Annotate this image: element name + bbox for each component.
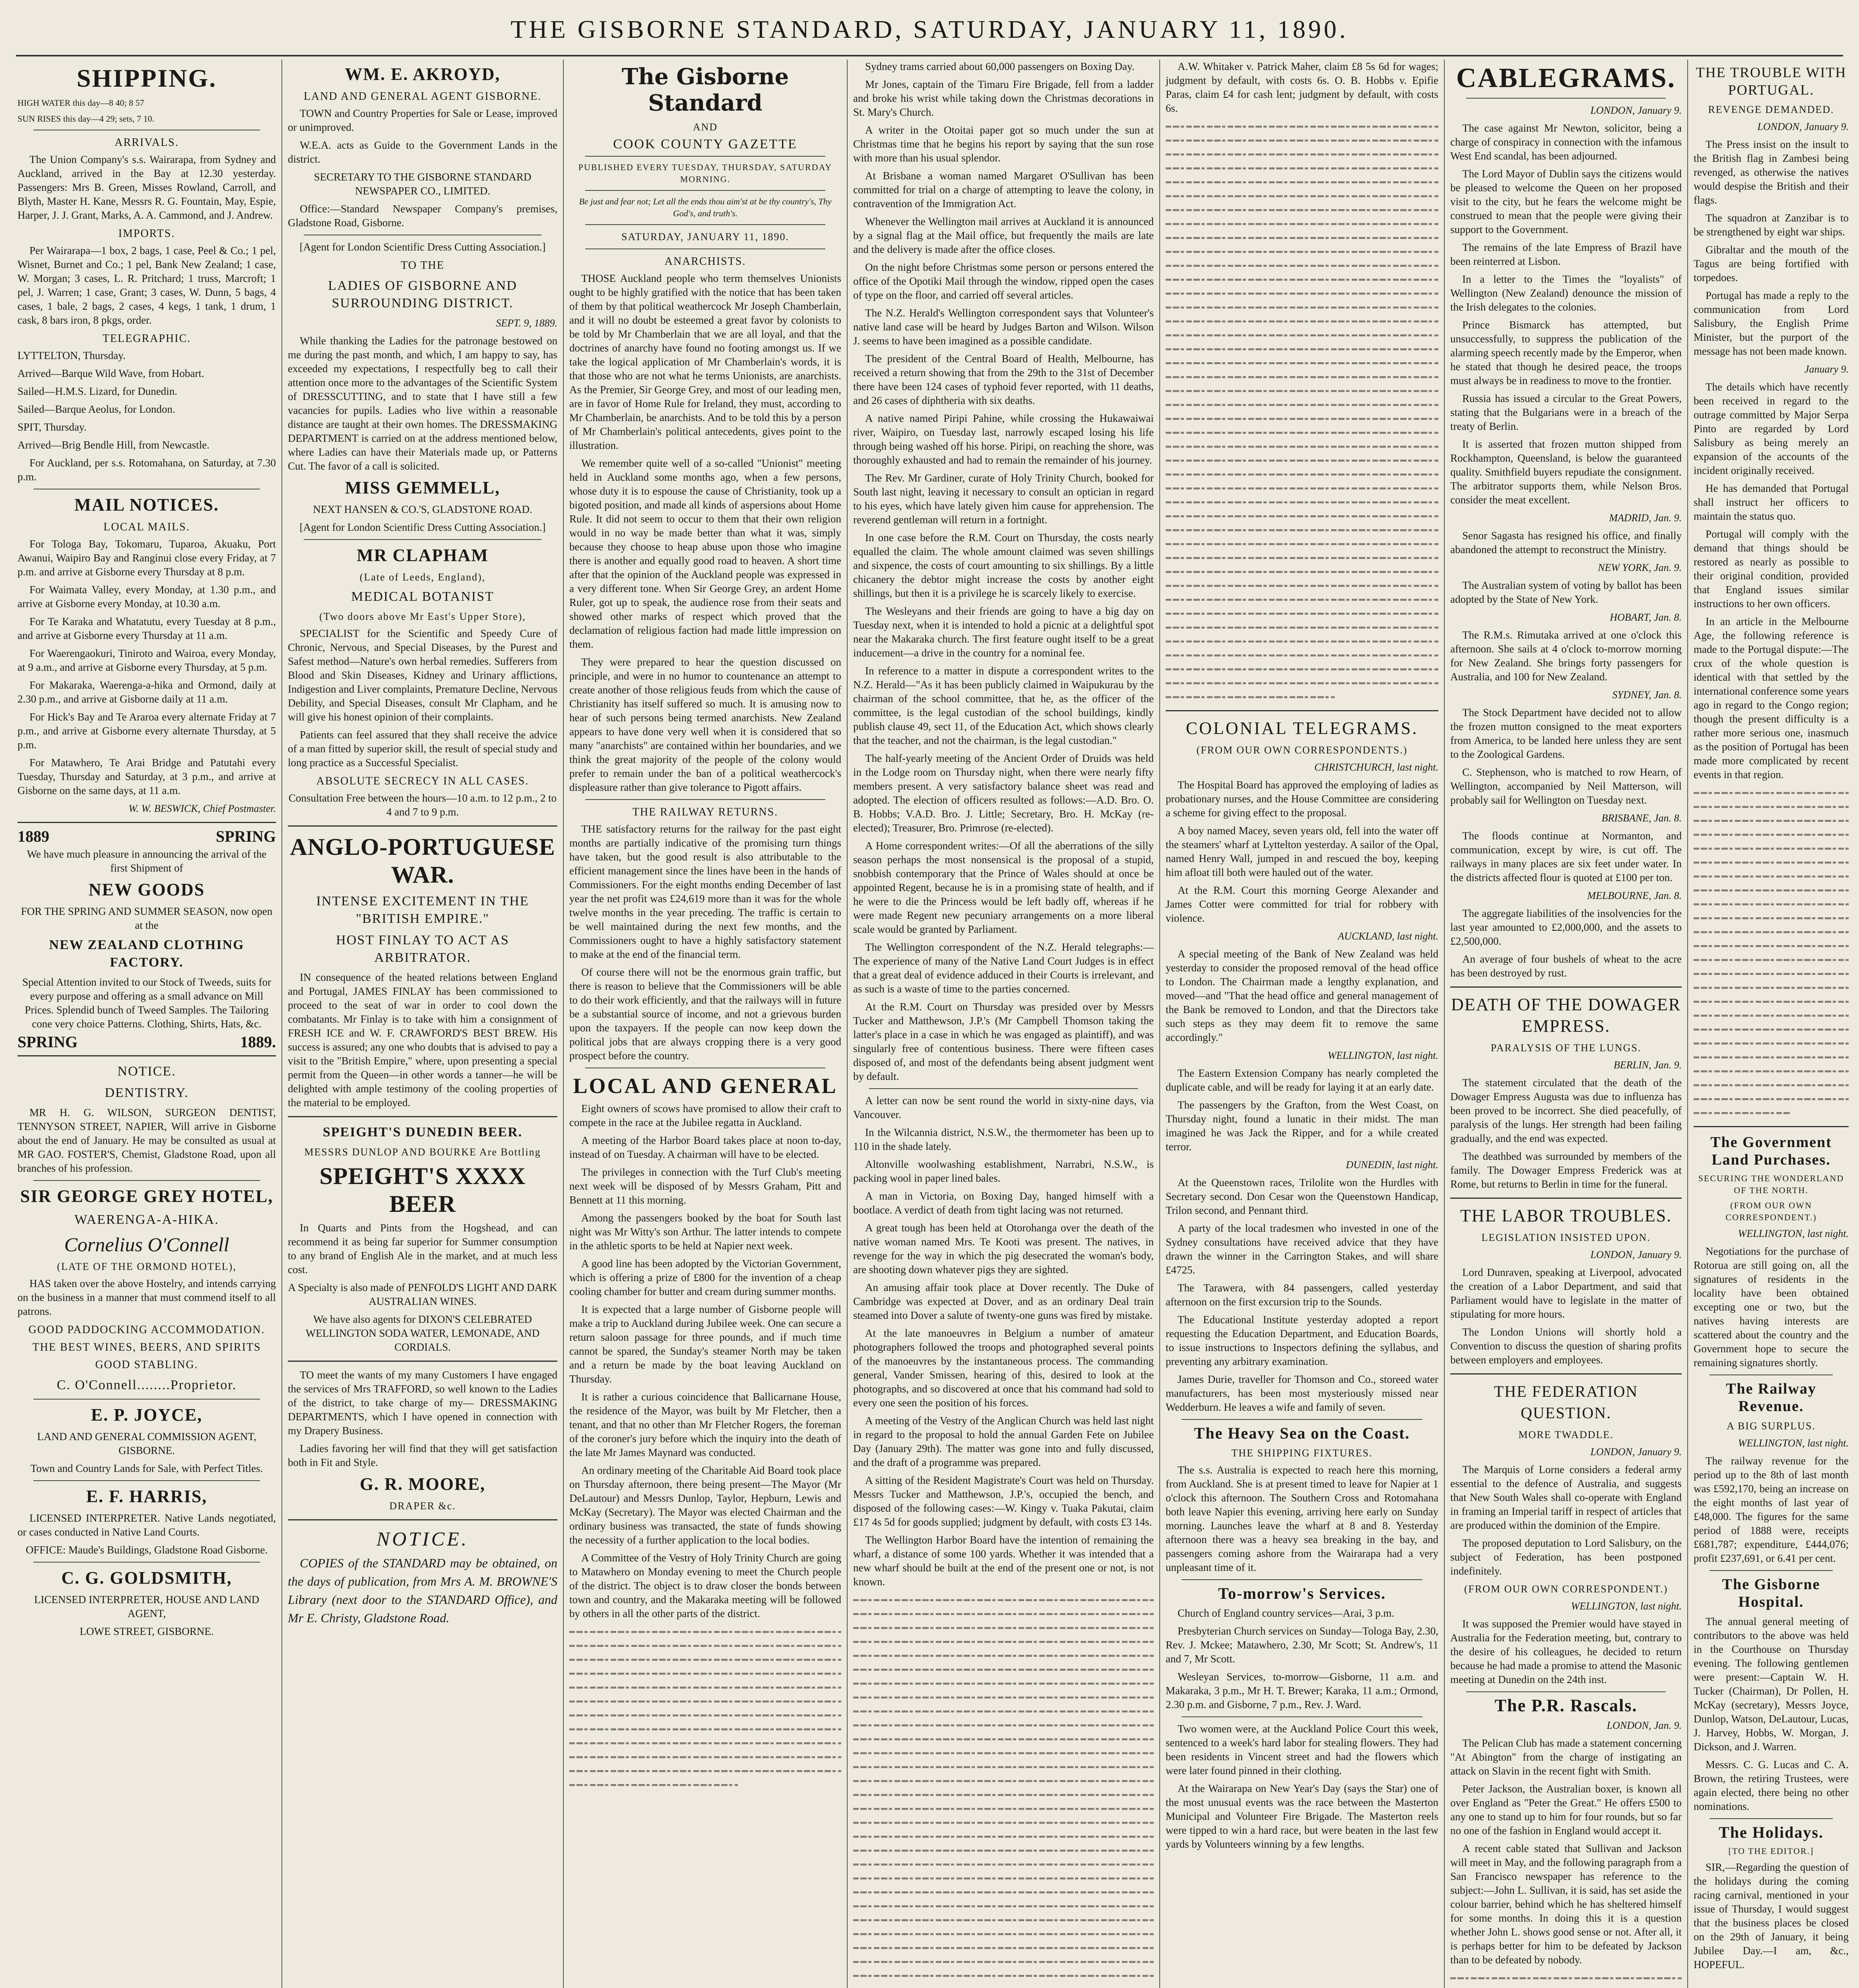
news-paragraph: At the Wairarapa on New Year's Day (says the Star) one of the most unusual events was the race between the Masterton Municipal and Volunteer Fire Brigade. The Masterton reels were tipped to win a hard race, but were beaten in the last few yards by Volunteers winning by a few lengths. [1166, 1782, 1438, 1850]
telegram-paragraph: At the R.M. Court this morning George Alexander and James Cotter were committed for trial for robbery with violence. [1166, 884, 1438, 924]
hotel-title: SIR GEORGE GREY HOTEL, [20, 1186, 274, 1206]
cablegrams-heading: CABLEGRAMS. [1456, 63, 1676, 93]
spring-footer [17, 1035, 276, 1049]
dateline: BERLIN, Jan. 9. [1613, 1059, 1682, 1071]
telegram-paragraph: A party of the local tradesmen who invested in one of the Sydney consultations have received advice that they have drawn the winner in the Carrington Stakes, and will share £4725. [1166, 1222, 1438, 1276]
moore-sub: DRAPER &c. [389, 1500, 456, 1512]
land-sub: SECURING THE WONDERLAND OF THE NORTH. [1698, 1173, 1844, 1195]
news-paragraph: Two women were, at the Auckland Police Court this week, sentenced to a week's hard labor for stealing flowers. They had been residents in Vincent street and had the flowers which were later found pinned in their clothing. [1166, 1723, 1438, 1776]
joyce-sub: Town and Country Lands for Sale, with Perfect Titles. [30, 1462, 263, 1474]
dateline: LONDON, January 9. [1590, 1249, 1682, 1260]
dateline: MADRID, Jan. 9. [1609, 512, 1682, 524]
notice-heading: NOTICE. [117, 1064, 176, 1079]
cable-paragraph: The London Unions will shortly hold a Convention to discuss the question of sharing profits between employers and employees. [1450, 1326, 1682, 1366]
news-paragraph: The Wellington correspondent of the N.Z. Herald telegraphs:—The experience of many of the Native Land Court Judges is in effect that a great deal of evidence adduced in their Courts is irrelevant, and as such is a waste of time to the parties concerned. [853, 941, 1154, 995]
season-text: FOR THE SPRING AND SUMMER SEASON, now open at the [21, 905, 273, 931]
ladies-heading: LADIES OF GISBORNE AND SURROUNDING DISTRICT. [328, 278, 517, 311]
moore-text: TO meet the wants of my many Customers I have engaged the services of Mrs TRAFFORD, so well known to the Ladies of the district, to take charge of my— DRESSMAKING DEPARTMENTS, which I have opened in connection with my Drapery Business. [288, 1369, 557, 1437]
news-paragraph: A native named Piripi Pahine, while crossing the Hukawaiwai river, Waipiro, on Tuesday last, narrowly escaped losing his life through being washed off his horse. Piripi, on reaching the shore, was thoroughly exhausted and had to remain the remainder of his journey. [853, 412, 1154, 466]
news-paragraph: At the late manoeuvres in Belgium a number of amateur photographers followed the troops and photographed several points of the manoeuvres by the instantaneous process. The commanding general, Vander Smissen, hearing of this, desired to look at the photographs, and so discovered at once that his command had sold to every one seen the position of his forces. [853, 1327, 1154, 1409]
new-goods: NEW GOODS [88, 880, 205, 899]
masthead-gazette: COOK COUNTY GAZETTE [613, 137, 798, 151]
clothing-factory: NEW ZEALAND CLOTHING FACTORY. [49, 938, 245, 970]
clapham-secrecy: ABSOLUTE SECRECY IN ALL CASES. [316, 775, 529, 787]
local-paragraph: Among the passengers booked by the boat for South last night was Mr Witty's son Arthur. The latter intends to compete in the athletic sports to be held at Napier next week. [569, 1212, 841, 1252]
local-paragraph: A Committee of the Vestry of Holy Trinity Church are going to Matawhero on Monday evening to meet the Church people of the district. The object is to draw closer the bonds between town and country, and the Makaraka meeting will be followed by others in all the other parts of the district. [569, 1552, 841, 1619]
column-4 [847, 60, 1159, 1988]
continued-text-lines [1694, 786, 1849, 1120]
stabling: GOOD STABLING. [95, 1359, 198, 1371]
hotel-place: WAERENGA-A-HIKA. [74, 1212, 219, 1227]
akroyd-name: WM. E. AKROYD, [345, 64, 501, 84]
cable-paragraph: The Marquis of Lorne considers a federal army essential to the defence of Australia, and suggests that New South Wales shall co-operate with England in framing an Imperial tariff in respect of articles that are produced within the dominion of the Empire. [1450, 1464, 1682, 1531]
masthead: The Gisborne Standard [621, 64, 789, 116]
cable-paragraph: The case against Mr Newton, solicitor, being a charge of conspiracy in connection with the infamous West End scandal, has been adjourned. [1450, 122, 1682, 162]
mail-paragraph: For Tologa Bay, Tokomaru, Tuparoa, Akuaku, Port Awanui, Waipiro Bay and Ranginui close every Friday, at 7 p.m. and arrive at Gisborne every Thursday at 8 p.m. [17, 538, 276, 578]
telegram-paragraph: The Hospital Board has approved the employing of ladies as probationary nurses, and the House Committee are considering a scheme for giving effect to the proposal. [1166, 779, 1438, 819]
cable-paragraph: The statement circulated that the death of the Dowager Empress Augusta was due to influenza has been proved to be incorrect. She died peacefully, of paralysis of the lungs. Her strength had been failing gradually, and the end was expected. [1450, 1077, 1682, 1144]
speight-text-3: We have also agents for DIXON'S CELEBRATED WELLINGTON SODA WATER, LEMONADE, AND CORDIALS. [305, 1313, 540, 1353]
telegraphic-line: Sailed—Barque Aeolus, for London. [17, 403, 175, 415]
imports-text: Per Wairarapa—1 box, 2 bags, 1 case, Peel & Co.; 1 pel, Wisnet, Burnet and Co.; 1 pel, Bank New Zealand; 1 case, W. Morgan; 3 cases, L. R. Pritchard; 1 truss, Marcroft; 1 pel, J. Warren; 1 case, Grant; 3 cases, W. Dunn, 5 bags, 4 cases, 1 bale, 2 bags, 2 cases, 4 kegs, 1 tank, 1 drum, 1 cask, 8 bars iron, 8 pkgs, order. [17, 245, 276, 326]
railway-p2: Of course there will not be the enormous grain traffic, but there is reason to believe that the Commissioners will be able to do their work efficiently, and that the railways will in future be a substantial source of income, and not a grievous burden upon the taxpayers. If the people can now keep down the political jobs that are always cropping there is a very good prospect before the country. [569, 966, 841, 1062]
arrivals-heading: ARRIVALS. [114, 136, 179, 149]
labor-heading: THE LABOR TROUBLES. [1460, 1206, 1672, 1225]
mail-paragraph: For Hick's Bay and Te Araroa every alternate Friday at 7 p.m., and arrive at Gisborne every alternate Thursday, at 5 p.m. [17, 711, 276, 751]
akroyd-title: LAND AND GENERAL AGENT GISBORNE. [303, 90, 542, 103]
own-correspondent: (FROM OUR OWN CORRESPONDENT.) [1464, 1583, 1668, 1595]
telegram-paragraph: The passengers by the Grafton, from the West Coast, on Thursday night, found a lunatic in their midst. The man imagined he was Jack the Ripper, and for a while created terror. [1166, 1099, 1438, 1153]
local-paragraph: A meeting of the Harbor Board takes place at noon to-day, instead of on Tuesday. A chairman will have to be elected. [569, 1134, 841, 1160]
cable-paragraph: An average of four bushels of wheat to the acre has been destroyed by rust. [1450, 953, 1682, 979]
telegram-paragraph: A boy named Macey, seven years old, fell into the water off the steamers' wharf at Lyttelton yesterday. A sailor of the Opal, named Henry Wall, jumped in and rescued the boy, keeping him afloat till both were hauled out of the water. [1166, 825, 1438, 878]
federation-sub: MORE TWADDLE. [1518, 1429, 1614, 1441]
cable-paragraph: The Australian system of voting by ballot has been adopted by the State of New York. [1450, 579, 1682, 605]
dateline: NEW YORK, Jan. 9. [1598, 562, 1682, 573]
shipping-heading: SHIPPING. [76, 64, 217, 92]
war-text: IN consequence of the heated relations between England and Portugal, JAMES FINLAY has been commissioned to proceed to the seat of war in order to cool down the combatants. Mr Finlay is to take with him a consignment of FRESH ICE and W. F. CRAWFORD'S BEST BREW. His success is assured; any one who doubts that is advised to pay a visit to the "British Empire," where, upon presenting a special permit from the Queen—in other words a tanner—he will be delighted with ample testimony of the cooling properties of the material to be employed. [288, 971, 557, 1109]
column-3 [563, 60, 847, 1988]
news-paragraph: A letter can now be sent round the world in sixty-nine days, via Vancouver. [853, 1095, 1154, 1120]
notice-heading: NOTICE. [376, 1528, 469, 1550]
dateline: LONDON, January 9. [1590, 105, 1682, 116]
war-sub: INTENSE EXCITEMENT IN THE "BRITISH EMPIRE." [316, 894, 529, 926]
gemmell-address: NEXT HANSEN & CO.'S, GLADSTONE ROAD. [313, 503, 532, 515]
notice-text: COPIES of the STANDARD may be obtained, on the days of publication, from Mrs A. M. BROWNE'S Library (next door to the STANDARD Office), and Mr E. Christy, Gladstone Road. [288, 1556, 557, 1625]
news-paragraph: A meeting of the Vestry of the Anglican Church was held last night in regard to the proposal to hold the annual Garden Fete on Jubilee Day (January 29th). The matter was gone into and fully discussed, and the draft of a programme was prepared. [853, 1415, 1154, 1468]
dateline: WELLINGTON, last night. [1571, 1600, 1682, 1612]
portugal-paragraph: Portugal will comply with the demand that things should be restored as nearly as possible to their original condition, provided that England issues similar instructions to her own officers. [1694, 528, 1849, 610]
ladies-date: SEPT. 9, 1889. [496, 317, 557, 329]
cable-paragraph: It was supposed the Premier would have stayed in Australia for the Federation meeting, but, contrary to the desire of his colleagues, he decided to return because he had made a promise to attend the Masonic meeting at Dunedin on the 24th inst. [1450, 1618, 1682, 1685]
holidays-heading: The Holidays. [1719, 1823, 1824, 1841]
best-wines: THE BEST WINES, BEERS, AND SPIRITS [32, 1341, 261, 1353]
goldsmith-text: LICENSED INTERPRETER, HOUSE AND LAND AGENT, [34, 1594, 260, 1619]
dateline: DUNEDIN, last night. [1346, 1159, 1438, 1171]
cable-paragraph: Senor Sagasta has resigned his office, and finally abandoned the attempt to reconstruct the Ministry. [1450, 530, 1682, 555]
services-paragraph: Wesleyan Services, to-morrow—Gisborne, 11 a.m. and Makaraka, 3 p.m., Mr H. T. Brewer; Karaka, 11 a.m.; Ormond, 2.30 p.m. and Gisborne, 7 p.m., Rev. J. Ward. [1166, 1671, 1438, 1710]
cable-paragraph: The Stock Department have decided not to allow the frozen mutton consigned to the meat exporters from America, to be landed here unless they are sent to the Zoological Gardens. [1450, 707, 1682, 760]
news-paragraph: At the R.M. Court on Thursday was presided over by Messrs Tucker and Matthewson, J.P.'s (Mr Campbell Thomson taking the latter's place in a case in which he was engaged as plaintiff), and was singularly free of contentious business. There were fifteen cases disposed of, and most of the defendants being absent judgment went by default. [853, 1001, 1154, 1082]
railway-p1: THE satisfactory returns for the railway for the past eight months are partially indicative of the promising turn things have taken, but the good result is also attributable to the efficient management since the lines have been in the hands of Commissioners. For the eight months ending December of last year the net profit was £24,619 more than it was for the whole twelve months in the year preceding. The traffic is certain to be well maintained during the next few months, and the Commissioners ought to have a highly satisfactory statement to make at the end of the financial term. [569, 823, 841, 960]
moore-name: G. R. MOORE, [359, 1474, 486, 1494]
clapham-text-2: Patients can feel assured that they shall receive the advice of a man fitted by superior skill, the result of special study and long practice as a Successful Specialist. [288, 729, 557, 769]
railway-heading: THE RAILWAY RETURNS. [632, 806, 778, 818]
header-rule [16, 55, 1843, 56]
news-paragraph: Mr Jones, captain of the Timaru Fire Brigade, fell from a ladder and broke his wrist while taking down the Christmas decorations in St. Mary's Church. [853, 78, 1154, 118]
anarchists-p3: They were prepared to hear the question discussed on principle, and were in no humor to countenance an attempt to create another of those religious feuds from which the cause of Christianity has itself suffered so much. It is amusing now to hear of such persons being termed anarchists. New Zealand appears to have done very well when it is considered that so many "anarchists" are contained within her boundaries, and we think the great majority of the people of the colony would prefer to remain under the ban of a political weathercock's displeasure rather than give tolerance to Pigott affairs. [569, 656, 841, 793]
heavy-sea-text: The s.s. Australia is expected to reach here this morning, from Auckland. She is at present timed to leave for Napier at 1 o'clock this afternoon. The Southern Cross and Rotomahana both leave Napier this evening, arriving here early on Sunday morning. Launches leave the wharf at 8 and 8. Yesterday afternoon there was a heavy sea breaking in the bay, and passengers coming ashore from the Wairarapa had a very unpleasant time of it. [1166, 1464, 1438, 1573]
telegraphic-line: LYTTELTON, Thursday. [17, 349, 126, 361]
imports-heading: IMPORTS. [118, 227, 175, 240]
column-1 [12, 60, 281, 1988]
portugal-paragraph: The Press insist on the insult to the British flag in Zambesi being revenged, as otherwise the natives would despise the British and their flags. [1694, 138, 1849, 206]
local-paragraph: A good line has been adopted by the Victorian Government, which is offering a prize of £800 for the invention of a cheap cooling chamber for butter and cream during summer months. [569, 1258, 841, 1297]
portugal-paragraph: The squadron at Zanzibar is to be strengthened by eight war ships. [1694, 212, 1849, 238]
sun-times: SUN RISES this day—4 29; sets, 7 10. [17, 114, 155, 124]
mail-paragraph: For Matawhero, Te Arai Bridge and Patutahi every Tuesday, Thursday and Saturday, at 3 p.m., and arrive at Gisborne on the same days, at 11 a.m. [17, 757, 276, 796]
local-paragraph: An ordinary meeting of the Charitable Aid Board took place on Thursday afternoon, there being present—The Mayor (Mr DeLautour) and Messrs Dunlop, Taylor, Hepburn, Lewis and McKay (Secretary). The Mayor was elected Chairman and the ordinary business was transacted, the state of funds showing the necessity of a further application to the local bodies. [569, 1464, 841, 1546]
news-paragraph: The N.Z. Herald's Wellington correspondent says that Volunteer's native land case will be heard by Judges Barton and Wilson. Wilson J. seems to have been imagined as a possible candidate. [853, 307, 1154, 347]
motto: Be just and fear not; Let all the ends thou aim'st at be thy country's, Thy God's, and truth's. [579, 196, 832, 218]
portugal-sub: REVENGE DEMANDED. [1708, 104, 1834, 115]
war-sub-2: HOST FINLAY TO ACT AS ARBITRATOR. [336, 933, 509, 965]
telegraphic-line: Arrived—Barque Wild Wave, from Hobart. [17, 367, 204, 379]
land-purchases-heading: The Government Land Purchases. [1710, 1134, 1832, 1168]
news-paragraph: In reference to a matter in dispute a correspondent writes to the N.Z. Herald—"As it has been publicly claimed in Waipukurau by the chairman of the school committee, that he, as the officer of the committee, is the legal custodian of the school buildings, kindly publish clause 49, sect 11, of the Education Act, which shows clearly that the teacher, and not the chairman, is the legal custodian." [853, 665, 1154, 746]
page-title: THE GISBORNE STANDARD, SATURDAY, JANUARY 11, 1890. [510, 15, 1349, 43]
telegraphic-heading: TELEGRAPHIC. [102, 332, 191, 345]
continued-text-lines [1166, 119, 1438, 704]
high-water: HIGH WATER this day—8 40; 8 57 [17, 98, 144, 108]
telegraphic-line: SPIT, Thursday. [17, 421, 87, 433]
cable-paragraph: C. Stephenson, who is matched to row Hearn, of Wellington, accompanied by Neil Matterson, will probably sail for Wellington on Tuesday next. [1450, 766, 1682, 806]
page-header [0, 6, 1859, 53]
portugal-paragraph: In an article in the Melbourne Age, the following reference is made to the Portugal dispute:—The crux of the whole question is identical with that settled by the international conference some years ago in regard to the Congo region; though the present difficulty is a rather more serious one, inasmuch as the position of Portugal has been made more complicated by recent events in that region. [1694, 615, 1849, 780]
akroyd-text: TOWN and Country Properties for Sale or Lease, improved or unimproved. [288, 107, 557, 133]
dateline: LONDON, January 9. [1757, 121, 1849, 132]
dateline: MELBOURNE, Jan. 8. [1587, 890, 1682, 901]
cable-paragraph: The deathbed was surrounded by members of the family. The Dowager Empress Frederick was at Rome, but returns to Berlin in time for the funeral. [1450, 1150, 1682, 1190]
dateline: AUCKLAND, last night. [1338, 930, 1438, 942]
moore-text-2: Ladies favoring her will find that they will get satisfaction both in Fit and Style. [288, 1442, 557, 1468]
we-have-text: We have much pleasure in announcing the arrival of the first Shipment of [27, 848, 267, 874]
holidays-letter: SIR,—Regarding the question of the holidays during the coming racing carnival, mentioned in your issue of Thursday, I would suggest that the business places be closed on the 29th of January, it being Jubilee Day.—I am, &c., HOPEFUL. [1694, 1861, 1849, 1971]
gemmell-name: MISS GEMMELL, [345, 478, 501, 497]
telegram-paragraph: The Tarawera, with 84 passengers, called yesterday afternoon on the first excursion trip to the Sounds. [1166, 1282, 1438, 1308]
clapham-title: MEDICAL BOTANIST [351, 589, 494, 604]
dentistry-text: MR H. G. WILSON, SURGEON DENTIST, TENNYSON STREET, NAPIER, Will arrive in Gisborne about the end of January. He may be consulted as usual at MR GAO. FOSTER'S, Chemist, Gladstone Road, upon all branches of his profession. [17, 1107, 276, 1174]
news-paragraph: A Home correspondent writes:—Of all the aberrations of the silly season perhaps the most nonsensical is the proposal of a stupid, snobbish contemporary that the Prince of Wales should at once be appointed Regent, because he is in a promising state of health, and if he were to die the Princess would be left badly off, whereas if he were made Regent new pecuniary arrangements on a more liberal scale would be granted by Parliament. [853, 840, 1154, 935]
dateline: LONDON, Jan. 9. [1607, 1720, 1682, 1731]
to-editor: [TO THE EDITOR.] [1728, 1846, 1814, 1856]
dentistry-heading: DENTISTRY. [105, 1085, 189, 1100]
cable-paragraph: The Pelican Club has made a statement concerning "At Abington" from the charge of instigating an attack on Slavin in the recent fight with Smith. [1450, 1737, 1682, 1777]
rascals-heading: The P.R. Rascals. [1494, 1696, 1638, 1715]
masthead-and: AND [693, 121, 718, 133]
news-paragraph: A sitting of the Resident Magistrate's Court was held on Thursday. Messrs Tucker and Matthewson, J.P.'s, occupied the bench, and disposed of the following cases:—W. Kingy v. Tuaka Pakutai, claim £17 4s 5d for goods supplied; judgment by default, with costs £3 14s. [853, 1474, 1154, 1528]
cable-paragraph: A recent cable stated that Sullivan and Jackson will meet in May, and the following paragraph from a San Francisco newspaper has reference to the subject:—John L. Sullivan, it is said, has set aside the colour barrier, behind which he has sheltered himself for some months. In doing this it is a question whether John L. shows good sense or not. After all, it is perhaps better for him to be defeated by Jackson than to be defeated by nobody. [1450, 1842, 1682, 1966]
telegram-paragraph: James Durie, traveller for Thomson and Co., storeed water manufacturers, has been most mysteriously missed near Wedderburn. He leaves a wife and family of seven. [1166, 1373, 1438, 1413]
continued-text-lines [569, 1625, 841, 1792]
cable-paragraph: Prince Bismarck has attempted, but unsuccessfully, to suppress the publication of the alarming speech recently made by the Emperor, when he stated that though he desired peace, the troops must always be in readiness to move to the frontier. [1450, 319, 1682, 386]
oconnell-text: HAS taken over the above Hostelry, and intends carrying on the business in a manner that must commend itself to all patrons. [17, 1277, 276, 1317]
auckland-note: For Auckland, per s.s. Rotomahana, on Saturday, at 7.30 p.m. [17, 457, 276, 483]
news-paragraph: The Rev. Mr Gardiner, curate of Holy Trinity Church, booked for South last night, leaving it necessary to consult an optician in regard to his eyes, which have lately given him cause for apprehension. The reverend gentleman will return in a fortnight. [853, 472, 1154, 526]
dateline: WELLINGTON, last night. [1327, 1050, 1438, 1061]
local-general-heading: LOCAL AND GENERAL [573, 1074, 838, 1098]
dateline: WELLINGTON, last night. [1738, 1437, 1849, 1449]
oconnell-name: Cornelius O'Connell [64, 1233, 229, 1256]
spring-header [17, 829, 276, 843]
spring-year-bottom: 1889. [240, 1033, 276, 1051]
agent-note: [Agent for London Scientific Dress Cutting Association.] [299, 241, 546, 253]
clapham-address: (Two doors above Mr East's Upper Store), [319, 611, 526, 622]
news-paragraph: In one case before the R.M. Court on Thursday, the costs nearly equalled the claim. The whole amount claimed was seven shillings and sixpence, the costs of court amounting to six shillings. By a little chicanery the debtor might increase the costs by another eight shillings, but then it is a privilege he is scarcely likely to exercise. [853, 532, 1154, 599]
harris-office: OFFICE: Maude's Buildings, Gladstone Road Gisborne. [25, 1544, 268, 1556]
local-mails-heading: LOCAL MAILS. [103, 521, 190, 533]
ladies-text: While thanking the Ladies for the patronage bestowed on me during the past month, and which, I am happy to say, has exceeded my expectations, I respectfully beg to call their attention once more to the advantages of the Scientific System of DRESSCUTTING, and to state that I have still a few vacancies for pupils. Ladies who live within a reasonable distance are taught at their own homes. The DRESSMAKING DEPARTMENT is carried on at the address mentioned below, where Ladies can have their Materials made up, or Patterns Cut. The favor of a call is solicited. [288, 335, 557, 472]
local-paragraph: Eight owners of scows have promised to allow their craft to compete in the race at the Jubilee regatta in Auckland. [569, 1103, 841, 1128]
portugal-paragraph: He has demanded that Portugal shall instruct her officers to maintain the status quo. [1694, 482, 1849, 522]
oconnell-sub: (LATE OF THE ORMOND HOTEL), [57, 1261, 237, 1272]
cable-paragraph: The proposed deputation to Lord Salisbury, on the subject of Federation, has been postponed indefinitely. [1450, 1537, 1682, 1577]
anarchists-p1: THOSE Auckland people who term themselves Unionists ought to be highly gratified with the notice that has been taken of them by that political weathercock Mr Joseph Chamberlain, and it will no doubt be esteemed a great favor by colonists to be told by Mr Chamberlain that we are all loyal, and that the doctrines of anarchy have found no footing amongst us. If we take the logical application of Mr Chamberlain's words, it is that those who are not what he terms Unionists, are anarchists. As the Premier, Sir George Grey, and most of our leading men, are in favor of Home Rule for Ireland, they must, according to Mr Chamberlain, be anarchists. And to be told this by a person of Mr Chamberlain's political antecedents, gives point to the illustration. [569, 272, 841, 451]
news-paragraph: Whenever the Wellington mail arrives at Auckland it is announced by a signal flag at the Mail office, but frequently the mails are late and the delivery is made after the office closes. [853, 215, 1154, 255]
services-paragraph: Presbyterian Church services on Sunday—Tologa Bay, 2.30, Rev. J. Mckee; Matawhero, 2.30, Mr Scott; St. Andrew's, 11 and 7, Mr Scott. [1166, 1625, 1438, 1665]
news-paragraph: Altonville woolwashing establishment, Narrabri, N.S.W., is packing wool in paper lined bales. [853, 1158, 1154, 1184]
land-paragraph: Negotiations for the purchase of Rotorua are still going on, all the signatures of residents in the locality have been obtained excepting one or two, but the natives having interests are scattered about the country and the Government hope to secure the remaining signatures shortly. [1694, 1245, 1849, 1369]
column-7 [1687, 60, 1854, 1988]
office: Office:—Standard Newspaper Company's premises, Gladstone Road, Gisborne. [288, 203, 557, 229]
railway-sub: A BIG SURPLUS. [1727, 1420, 1816, 1432]
news-paragraph: The Wellington Harbor Board have the intention of remaining the wharf, a distance of some 100 yards. Whether it was intended that a new wharf should be built at the end of the present one or not, is not known. [853, 1534, 1154, 1588]
news-paragraph: The president of the Central Board of Health, Melbourne, has received a return showing that from the 29th to the 31st of December there have been 124 cases of typhoid fever reported, with 11 deaths, and 26 cases of diphtheria with six deaths. [853, 353, 1154, 406]
dateline: CHRISTCHURCH, last night. [1314, 761, 1438, 773]
news-paragraph: A writer in the Otoitai paper got so much under the sun at Christmas time that he begins his report by saying that the sun rose with more than his usual splendor. [853, 124, 1154, 164]
telegram-paragraph: A special meeting of the Bank of New Zealand was held yesterday to consider the proposed removal of the head office to London. The Chairman made a lengthy explanation, and moved—and "That the head office and general management of the Bank be removed to London, and that the Directors take such steps as they may deem fit to remove the same accordingly." [1166, 948, 1438, 1043]
column-2 [281, 60, 563, 1988]
clapham-sub: (Late of Leeds, England), [359, 571, 486, 583]
hospital-heading: The Gisborne Hospital. [1722, 1576, 1820, 1610]
column-6 [1444, 60, 1687, 1988]
news-paragraph: An amusing affair took place at Dover recently. The Duke of Cambridge was expected at Dover, and as an ordinary Deal train steamed into Dover a salute of twenty-one guns was fired by mistake. [853, 1281, 1154, 1321]
tomorrow-services-heading: To-morrow's Services. [1218, 1584, 1386, 1602]
arrivals-text: The Union Company's s.s. Wairarapa, from Sydney and Auckland, arrived in the Bay at 12.30 yesterday. Passengers: Mrs B. Green, Misses Rowland, Carroll, and Blyth, Master H. Kane, Messrs R. G. Fountain, May, Espie, Harper, J. J. Grant, Marks, A. A. Cammond, and J. Andrew. [17, 153, 276, 221]
special-text: Special Attention invited to our Stock of Tweeds, suits for every purpose and offering as a small advance on Mill Prices. Splendid bunch of Tweed Samples. The Tailoring cone very choice Patterns. Clothing, Shirts, Hats, &c. [22, 976, 272, 1030]
mail-paragraph: For Te Karaka and Whatatutu, every Tuesday at 8 p.m., and arrive at Gisborne every Thursday at 11 a.m. [17, 615, 276, 641]
gemmell-agent: [Agent for London Scientific Dress Cutting Association.] [299, 521, 546, 533]
harris-name: E. F. HARRIS, [86, 1487, 208, 1506]
spring-year: 1889 [17, 827, 49, 845]
labor-sub: LEGISLATION INSISTED UPON. [1481, 1232, 1651, 1243]
cable-paragraph: It is asserted that frozen mutton shipped from Rockhampton, Queensland, is below the guaranteed quality. Smithfield buyers repudiate the consignment. The arbitrator supports them, while Nelson Bros. consider the meat excellent. [1450, 438, 1682, 506]
cable-paragraph: The aggregate liabilities of the insolvencies for the last year amounted to £2,000,000, and the assets to £2,500,000. [1450, 907, 1682, 947]
news-paragraph: At Brisbane a woman named Margaret O'Sullivan has been committed for trial on a charge of attempting to leave the colony, in contravention of the Immigration Act. [853, 170, 1154, 210]
dateline: LONDON, January 9. [1590, 1446, 1682, 1458]
continued-text-lines [1450, 1971, 1682, 1988]
dateline: January 9. [1804, 363, 1849, 375]
telegram-paragraph: At the Queenstown races, Trilolite won the Hurdles with Secretary second. Don Cesar won the Queenstown Handicap, Trilon second, and Pennant third. [1166, 1176, 1438, 1216]
cable-paragraph: In a letter to the Times the "loyalists" of Wellington (New Zealand) denounce the mission of the Irish delegates to the colonies. [1450, 273, 1682, 313]
clapham-text: SPECIALIST for the Scientific and Speedy Cure of Chronic, Nervous, and Special Diseases, by the Purest and Safest method—Nature's own herbal remedies. Sufferers from Blood and Skin Diseases, Kidney and Urinary afflictions, Indigestion and Liver complaints, Premature Decline, Nervous Debility, and Special Diseases, consult Mr Clapham, and he will give his honest opinion of their complaints. [288, 627, 557, 723]
secretary: SECRETARY TO THE GISBORNE STANDARD NEWSPAPER CO., LIMITED. [314, 171, 532, 197]
news-paragraph: The half-yearly meeting of the Ancient Order of Druids was held in the Lodge room on Thursday night, when there were nearly fifty members present. A very satisfactory balance sheet was read and adopted. The election of officers resulted as follows:—A.D. Bro. O. B. Hobbs; V.A.D. Bro. J. Little; Secretary, Bro. H. McKay (re-elected); Treasurer, Bro. Primrose (re-elected). [853, 752, 1154, 834]
column-5 [1159, 60, 1444, 1988]
dowager-sub: PARALYSIS OF THE LUNGS. [1490, 1042, 1642, 1054]
cable-paragraph: The floods continue at Normanton, and communication, except by wire, is cut off. The railways in many places are six feet under water. In the districts affected flour is quoted at £100 per ton. [1450, 830, 1682, 883]
goldsmith-addr: LOWE STREET, GISBORNE. [80, 1625, 214, 1637]
hospital-paragraph: Messrs. C. G. Lucas and C. A. Brown, the retiring Trustees, were again elected, there being no other nominations. [1694, 1759, 1849, 1812]
telegraphic-line: Sailed—H.M.S. Lizard, for Dunedin. [17, 385, 177, 397]
issue-date: SATURDAY, JANUARY 11, 1890. [621, 231, 789, 243]
spring-word: SPRING [215, 827, 276, 845]
portugal-paragraph: The details which have recently been received in regard to the outrage committed by Major Serpa Pinto are regarded by Lord Salisbury as being merely an expansion of the accounts of the incident originally received. [1694, 381, 1849, 476]
mail-paragraph: For Waerengaokuri, Tiniroto and Wairoa, every Monday, at 9 a.m., and arrive at Gisborne every Thursday, at 5 p.m. [17, 647, 276, 673]
railway-revenue-heading: The Railway Revenue. [1726, 1380, 1816, 1415]
goldsmith-name: C. G. GOLDSMITH, [61, 1568, 232, 1588]
cable-paragraph: The R.M.s. Rimutaka arrived at one o'clock this afternoon. She sails at 4 o'clock to-morrow morning for New Zealand. She brings forty passengers for Australia, and 100 for New Zealand. [1450, 629, 1682, 683]
local-paragraph: It is expected that a large number of Gisborne people will make a trip to Auckland during Jubilee week. One can secure a return saloon passage for three pounds, and if much time cannot be spared, the Sunday's steamer North may be taken and a return be made by the boat leaving Auckland on Thursday. [569, 1303, 841, 1385]
news-paragraph: The Wesleyans and their friends are going to have a big day on Tuesday next, when it is intended to hold a picnic at a delightful spot near the Makaraka church. The first feature ought itself to be a great inducement—a drive in the country for a nominal fee. [853, 605, 1154, 659]
speight-sub: MESSRS DUNLOP AND BOURKE Are Bottling [304, 1146, 541, 1158]
telegram-paragraph: The Eastern Extension Company has nearly completed the duplicate cable, and will be ready for laying it at an early date. [1166, 1067, 1438, 1093]
news-paragraph: A.W. Whitaker v. Patrick Maher, claim £8 5s 6d for wages; judgment by default, with costs 6s. O. B. Hobbs v. Epifie Paras, claim £4 for cash lent; judgment by default, with costs 6s. [1166, 60, 1438, 114]
dateline: SYDNEY, Jan. 8. [1612, 689, 1682, 701]
clapham-hours: Consultation Free between the hours—10 a.m. to 12 p.m., 2 to 4 and 7 to 9 p.m. [288, 792, 557, 818]
dateline: BRISBANE, Jan. 8. [1601, 812, 1682, 824]
speight-big: SPEIGHT'S XXXX BEER [319, 1163, 526, 1217]
wea-text: W.E.A. acts as Guide to the Government Lands in the district. [288, 139, 557, 165]
services-paragraph: Church of England country services—Arai, 3 p.m. [1178, 1607, 1395, 1619]
anarchists-heading: ANARCHISTS. [664, 255, 746, 268]
local-paragraph: The privileges in connection with the Turf Club's meeting next week will be disposed of by Messrs Graham, Pitt and Bennett at 11 this morning. [569, 1166, 841, 1206]
cable-paragraph: Lord Dunraven, speaking at Liverpool, advocated the creation of a Labor Department, and said that Parliament would have to legislate in the matter of stipulating for more hours. [1450, 1266, 1682, 1320]
mail-notices-heading: MAIL NOTICES. [74, 495, 219, 514]
telegraphic-line: Arrived—Brig Bendle Hill, from Newcastle. [17, 439, 210, 451]
cable-paragraph: Russia has issued a circular to the Great Powers, stating that the Bulgarians were in a breach of the treaty of Berlin. [1450, 392, 1682, 432]
heavy-sea-heading: The Heavy Sea on the Coast. [1194, 1424, 1410, 1442]
war-title: ANGLO-PORTUGUESE WAR. [290, 834, 555, 888]
hospital-paragraph: The annual general meeting of contributors to the above was held in the Courthouse on Thursday evening. The following gentlemen were present:—Captain W. H. Tucker (Chairman), Dr Pollen, H. McKay (secretary), Messrs Joyce, Dunlop, Watson, DeLautour, Lucas, J. Harvey, Hobbs, W. Morgan, J. Dickson, and J. Warren. [1694, 1615, 1849, 1753]
portugal-paragraph: Portugal has made a reply to the communication from Lord Salisbury, the English Prime Minister, but the purport of the message has not been made known. [1694, 289, 1849, 357]
joyce-name: E. P. JOYCE, [91, 1405, 203, 1425]
harris-text: LICENSED INTERPRETER. Native Lands negotiated, or cases conducted in Native Land Courts. [17, 1512, 276, 1538]
cable-paragraph: The Lord Mayor of Dublin says the citizens would be pleased to welcome the Queen on her proposed visit to the city, but he fears the welcome might be construed to mean that the people were giving their support to the Government. [1450, 168, 1682, 235]
mail-paragraph: For Waimata Valley, every Monday, at 1.30 p.m., and arrive at Gisborne every Monday, at 10.30 a.m. [17, 584, 276, 610]
continued-text-lines [853, 1593, 1154, 1988]
telegram-paragraph: The Educational Institute yesterday adopted a report requesting the Education Department, and Education Boards, to issue instructions to Inspectors defining the syllabus, and preventing any arbitrary examination. [1166, 1314, 1438, 1367]
spring-word-bottom: SPRING [17, 1033, 78, 1051]
cable-paragraph: Peter Jackson, the Australian boxer, is known all over England as "Peter the Great." He offers £500 to any one to stand up to him for four rounds, but so far no one of the fashion in England would accept it. [1450, 1783, 1682, 1837]
speight-text: In Quarts and Pints from the Hogshead, and can recommend it as being far superior for Summer consumption to any brand of English Ale in the market, and at much less cost. [288, 1222, 557, 1276]
ladies-to: TO THE [401, 259, 444, 272]
news-paragraph: A man in Victoria, on Boxing Day, hanged himself with a bootlace. A verdict of death from tight lacing was not returned. [853, 1190, 1154, 1216]
portugal-paragraph: Gibraltar and the mouth of the Tagus are being fortified with torpedoes. [1694, 244, 1849, 283]
local-paragraph: It is rather a curious coincidence that Ballicarnane House, the residence of the Mayor, was built by Mr Fletcher, then a tenant, and that no other than Mr Fletcher Rogers, the foreman of the coroner's jury before which the inquiry into the death of the late Mr James Maynard was conducted. [569, 1391, 841, 1458]
fixtures-sub: THE SHIPPING FIXTURES. [1231, 1447, 1373, 1459]
dateline: HOBART, Jan. 8. [1610, 612, 1682, 623]
federation-heading: THE FEDERATION QUESTION. [1494, 1382, 1638, 1422]
portugal-heading: THE TROUBLE WITH PORTUGAL. [1696, 64, 1847, 98]
postmaster: W. W. BESWICK, Chief Postmaster. [128, 803, 276, 814]
proprietor: C. O'Connell........Proprietor. [56, 1378, 237, 1392]
colonial-sub: (FROM OUR OWN CORRESPONDENTS.) [1196, 744, 1408, 756]
clapham-name: MR CLAPHAM [357, 546, 489, 565]
railway-paragraph: The railway revenue for the period up to the 8th of last month was £592,170, being an increase on the eight months of last year of £48,000. The figures for the same period of 1888 were, receipts £681,787; expenditure, £444,076; profit £237,691, or 6.41 per cent. [1694, 1455, 1849, 1564]
dowager-heading: DEATH OF THE DOWAGER EMPRESS. [1451, 995, 1681, 1036]
paddocking: GOOD PADDOCKING ACCOMMODATION. [28, 1324, 265, 1336]
colonial-telegrams-heading: COLONIAL TELEGRAMS. [1186, 718, 1419, 738]
own-correspondent: (FROM OUR OWN CORRESPONDENT.) [1725, 1200, 1817, 1222]
news-paragraph: Sydney trams carried about 60,000 passengers on Boxing Day. [865, 60, 1135, 72]
speight-text-2: A Specialty is also made of PENFOLD'S LIGHT AND DARK AUSTRALIAN WINES. [288, 1281, 557, 1307]
published-line: PUBLISHED EVERY TUESDAY, THURSDAY, SATURDAY MORNING. [578, 162, 832, 184]
anarchists-p2: We remember quite well of a so-called "Unionist" meeting held in Auckland some months ago, when a few persons, whose duty it is to espouse the cause of Christianity, took up a bigoted position, and made all kinds of aspersions about Home Rule. It did not seem to occur to them that their own religion would in no way be made better than what it was, simply because they choose to heap abuse upon those who imagine there is another and equally good road to heaven. A short time after that the opinion of the Auckland people was expressed in a very different tone. When Sir George Grey, an ardent Home Ruler, got up to speak, the audience rose from their seats and showed other marks of respect which proved that the declamation of religious faction had made little impression on them. [569, 457, 841, 650]
news-paragraph: A great tough has been held at Otorohanga over the death of the native woman named Mrs. Te Kooti was present. The natives, in revenge for the way in which the pig desecrated the woman's body, are shooting down whatever pigs they are sighted. [853, 1222, 1154, 1276]
news-paragraph: In the Wilcannia district, N.S.W., the thermometer has been up to 110 in the shade lately. [853, 1126, 1154, 1152]
mail-paragraph: For Makaraka, Waerenga-a-hika and Ormond, daily at 2.30 p.m., and arrive at Gisborne daily at 11 a.m. [17, 679, 276, 705]
speight-title: SPEIGHT'S DUNEDIN BEER. [322, 1125, 523, 1140]
dateline: WELLINGTON, last night. [1738, 1228, 1849, 1239]
cable-paragraph: The remains of the late Empress of Brazil have been reinterred at Lisbon. [1450, 241, 1682, 267]
joyce-text: LAND AND GENERAL COMMISSION AGENT, GISBORNE. [37, 1431, 256, 1456]
news-paragraph: On the night before Christmas some person or persons entered the office of the Opotiki Mail through the window, ripped open the cases of type on the floor, and carried off several articles. [853, 261, 1154, 301]
